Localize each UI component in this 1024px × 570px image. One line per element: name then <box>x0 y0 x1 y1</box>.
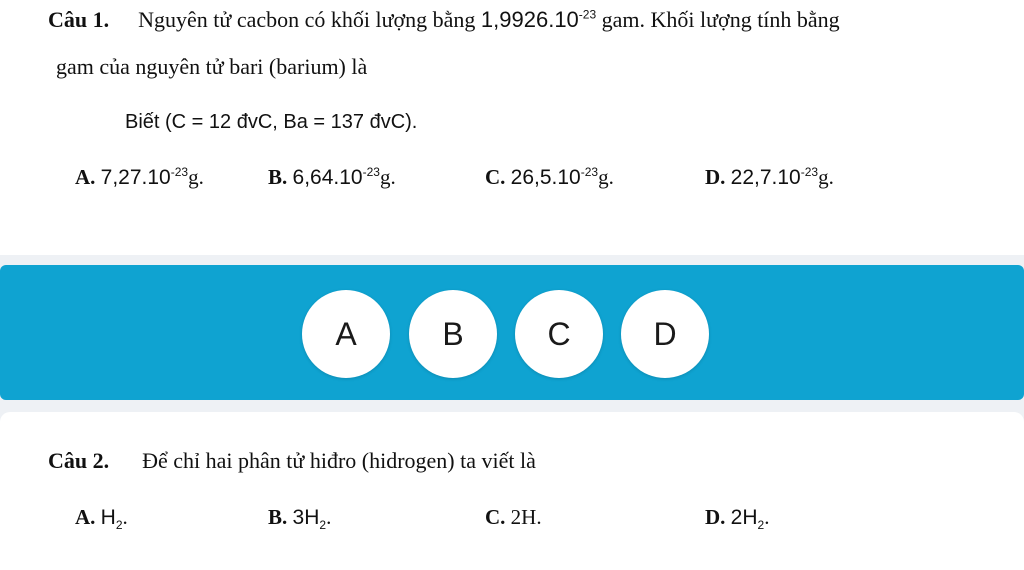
question-1-note: Biết (C = 12 đvC, Ba = 137 đvC). <box>125 111 418 133</box>
answer-button-c[interactable]: C <box>515 290 603 378</box>
option-unit: g. <box>598 165 614 189</box>
question-1-mass <box>481 7 596 32</box>
question-2-card <box>0 412 1024 570</box>
option-letter: A. <box>75 165 96 189</box>
question-1-card <box>0 0 1024 255</box>
option-formula: 2H <box>730 506 758 529</box>
option-base: 6,64.10 <box>292 166 363 189</box>
mass-base: 1,9926.10 <box>480 7 579 32</box>
option-subscript: 2 <box>757 518 765 533</box>
mass-exponent: -23 <box>578 7 597 22</box>
option-letter: D. <box>705 165 726 189</box>
answer-button-a[interactable]: A <box>302 290 390 378</box>
question-2-text: Để chỉ hai phân tử hiđro (hidrogen) ta viết là <box>142 448 536 473</box>
answer-button-b[interactable]: B <box>409 290 497 378</box>
option-letter: A. <box>75 505 96 529</box>
option-letter: C. <box>485 505 506 529</box>
q2-option-a <box>75 503 128 532</box>
option-letter: B. <box>268 165 288 189</box>
q1-option-d <box>705 163 834 192</box>
q1-option-a <box>75 163 204 192</box>
q2-option-d <box>705 503 769 532</box>
option-exponent: -23 <box>362 165 380 179</box>
option-unit: g. <box>818 165 834 189</box>
option-formula: 2H. <box>510 505 542 529</box>
question-1-text-a: Nguyên tử cacbon có khối lượng bằng <box>138 7 481 32</box>
question-1-number: Câu 1. <box>48 7 110 32</box>
q2-option-c <box>485 503 542 531</box>
q1-option-c <box>485 163 614 192</box>
question-1-line-1 <box>48 6 840 34</box>
option-base: 7,27.10 <box>100 166 171 189</box>
q1-option-b <box>268 163 396 192</box>
option-letter: D. <box>705 505 726 529</box>
option-formula: H <box>100 506 116 529</box>
answer-button-d[interactable]: D <box>621 290 709 378</box>
question-1-text-b: gam. Khối lượng tính bằng <box>596 7 840 32</box>
answer-choice-bar <box>0 265 1024 400</box>
option-base: 22,7.10 <box>730 166 801 189</box>
option-subscript: 2 <box>319 518 327 533</box>
option-exponent: -23 <box>580 165 599 179</box>
q2-option-b <box>268 503 331 532</box>
option-exponent: -23 <box>800 165 819 179</box>
question-2-number: Câu 2. <box>48 448 110 473</box>
question-1-line-2: gam của nguyên tử bari (barium) là <box>56 54 368 79</box>
option-unit: g. <box>379 165 396 189</box>
option-suffix: . <box>122 505 128 529</box>
option-base: 26,5.10 <box>510 166 581 189</box>
option-letter: B. <box>268 505 288 529</box>
option-suffix: . <box>764 505 770 529</box>
option-unit: g. <box>188 165 204 189</box>
option-formula: 3H <box>292 506 320 529</box>
option-exponent: -23 <box>170 165 189 179</box>
option-subscript: 2 <box>115 518 123 533</box>
option-suffix: . <box>326 505 332 529</box>
question-2-line <box>48 447 536 475</box>
option-letter: C. <box>485 165 506 189</box>
